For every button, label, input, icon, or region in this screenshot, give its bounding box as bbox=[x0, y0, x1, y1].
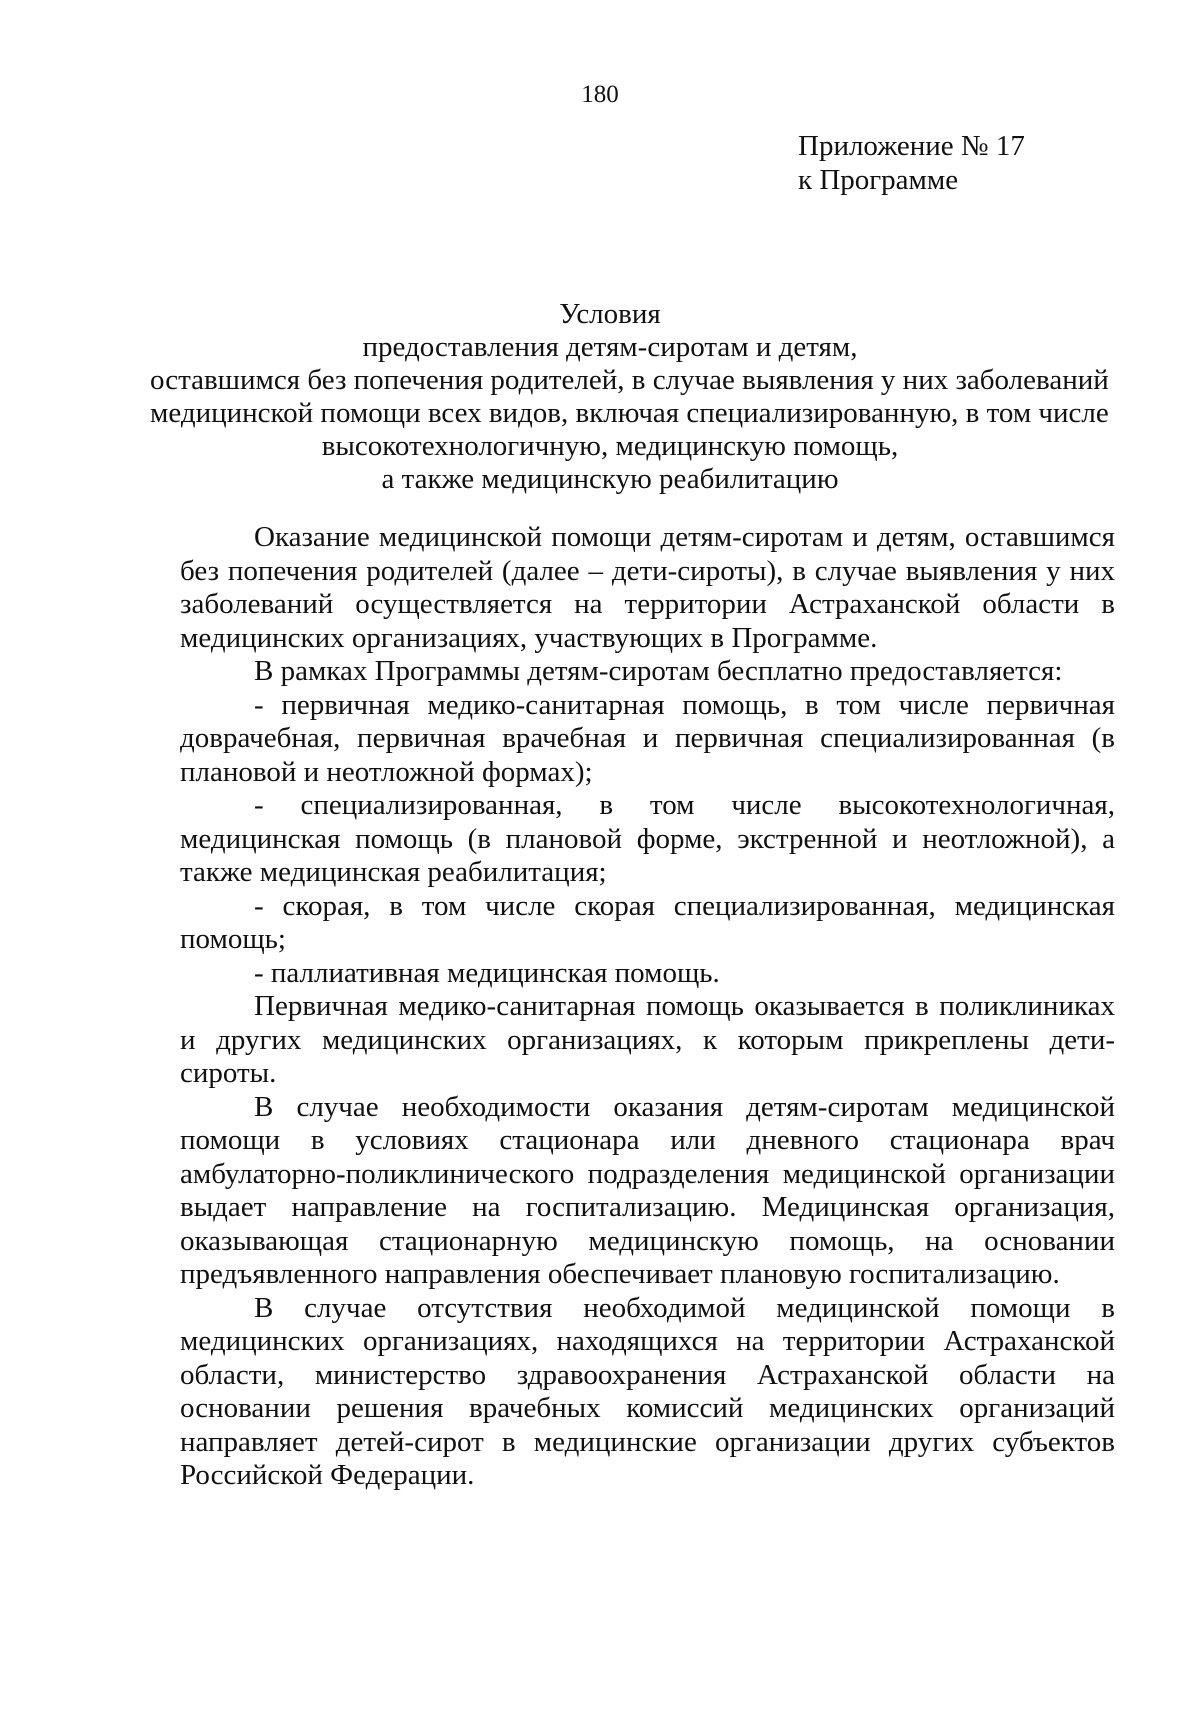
list-item-palliative-care: - паллиативная медицинская помощь. bbox=[254, 956, 720, 989]
appendix-reference bbox=[798, 129, 1025, 197]
paragraph-hospitalization: В случае необходимости оказания детям-сиротам медицинской помощи в условиях стационара или дневного стационара врач амбулаторно-поликлинического подразделения медицинской организации выдает направление на госпитализацию. Медицинская организация, оказывающая стационарную медицинскую помощь, на основании предъявленного направления обеспечивает плановую госпитализацию. bbox=[180, 1090, 1115, 1290]
paragraph-intro: Оказание медицинской помощи детям-сиротам и детям, оставшимся без попечения родителей (далее – дети-сироты), в случае выявления у них заболеваний осуществляется на территории Астраханской области в медицинских организациях, участвующих в Программе. bbox=[180, 521, 1115, 654]
list-item-primary-care: - первичная медико-санитарная помощь, в том числе первичная доврачебная, первичная врачебная и первичная специализированная (в плановой и неотложной формах); bbox=[180, 688, 1115, 788]
title-line: а также медицинскую реабилитацию bbox=[381, 463, 839, 495]
title-line: высокотехнологичную, медицинскую помощь, bbox=[321, 430, 899, 462]
title-line: Условия bbox=[559, 298, 661, 330]
paragraph-other-regions: В случае отсутствия необходимой медицинской помощи в медицинских организациях, находящихся на территории Астраханской области, министерство здравоохранения Астраханской области на основании решения врачебных комиссий медицинских организаций направляет детей-сирот в медицинские организации других субъектов Российской Федерации. bbox=[180, 1291, 1115, 1491]
title-line: предоставления детям-сиротам и детям, bbox=[362, 331, 858, 363]
paragraph-polyclinics: Первичная медико-санитарная помощь оказывается в поликлиниках и других медицинских организациях, к которым прикреплены дети-сироты. bbox=[180, 990, 1115, 1089]
document-body bbox=[180, 521, 1115, 1493]
title-line: оставшимся без попечения родителей, в случае выявления у них заболеваний bbox=[150, 364, 1109, 396]
appendix-line-1: Приложение № 17 bbox=[798, 130, 1025, 162]
appendix-line-2: к Программе bbox=[798, 164, 959, 196]
document-title bbox=[150, 298, 1109, 496]
title-line: медицинской помощи всех видов, включая специализированную, в том числе bbox=[150, 397, 1109, 429]
page-number: 180 bbox=[581, 81, 619, 108]
paragraph-services-heading: В рамках Программы детям-сиротам бесплатно предоставляется: bbox=[254, 655, 1063, 687]
list-item-specialized-care: - специализированная, в том числе высокотехнологичная, медицинская помощь (в плановой форме, экстренной и неотложной), а также медицинская реабилитация; bbox=[180, 789, 1115, 888]
list-item-emergency-care: - скорая, в том числе скорая специализированная, медицинская помощь; bbox=[180, 889, 1115, 955]
